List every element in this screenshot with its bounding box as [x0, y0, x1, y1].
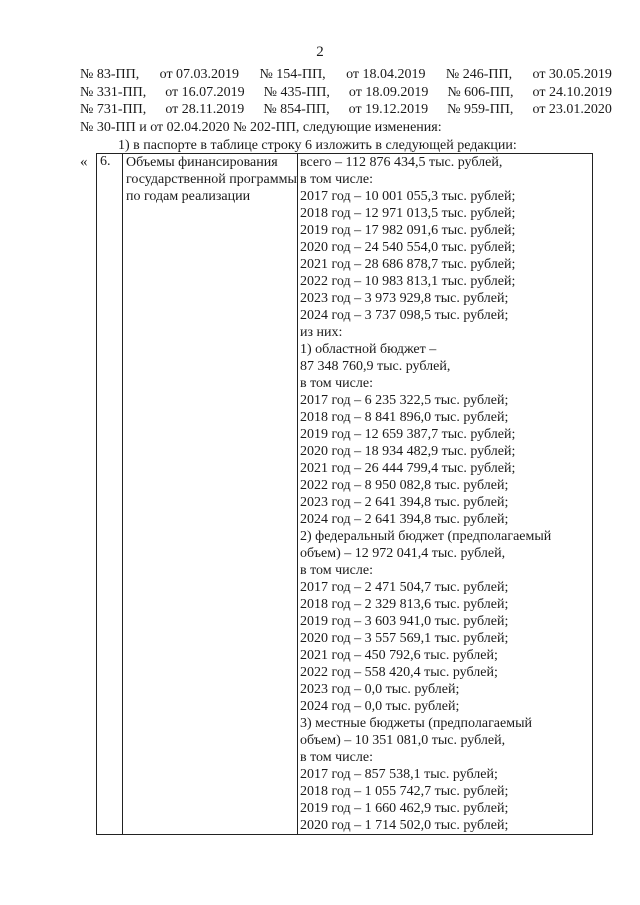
financing-line: всего – 112 876 434,5 тыс. рублей, — [300, 155, 503, 170]
reference-last-line: № 30-ПП и от 02.04.2020 № 202-ПП, следующие изменения: — [80, 119, 442, 135]
financing-line: 2) федеральный бюджет (предполагаемый — [300, 529, 552, 544]
financing-line: 2020 год – 1 714 502,0 тыс. рублей; — [300, 818, 509, 833]
financing-line: 2024 год – 3 737 098,5 тыс. рублей; — [300, 308, 509, 323]
financing-line: 2023 год – 0,0 тыс. рублей; — [300, 682, 460, 697]
financing-line: 2019 год – 17 982 091,6 тыс. рублей; — [300, 223, 516, 238]
row-number-cell: 6. — [97, 154, 123, 835]
reference-token: от 18.09.2019 — [348, 84, 429, 100]
reference-token: № 606-ПП, — [447, 84, 514, 100]
financing-line: из них: — [300, 325, 343, 340]
reference-token: от 24.10.2019 — [532, 84, 612, 100]
reference-token: № 731-ПП, — [80, 102, 147, 117]
financing-line: в том числе: — [300, 172, 373, 187]
financing-line: 2023 год – 2 641 394,8 тыс. рублей; — [300, 495, 509, 510]
reference-token: от 19.12.2019 — [348, 102, 429, 117]
financing-line: 87 348 760,9 тыс. рублей, — [300, 359, 451, 374]
financing-line: 2022 год – 10 983 813,1 тыс. рублей; — [300, 274, 516, 289]
financing-line: 2018 год – 8 841 896,0 тыс. рублей; — [300, 410, 509, 425]
financing-line: 2020 год – 24 540 554,0 тыс. рублей; — [300, 240, 516, 255]
financing-line: 2018 год – 2 329 813,6 тыс. рублей; — [300, 597, 509, 612]
reference-token: № 154-ПП, — [259, 67, 326, 82]
reference-token: от 16.07.2019 — [165, 84, 245, 100]
financing-line: в том числе: — [300, 376, 373, 391]
financing-line: 2024 год – 2 641 394,8 тыс. рублей; — [300, 512, 509, 527]
reference-token: от 07.03.2019 — [159, 67, 240, 82]
financing-line: 2021 год – 450 792,6 тыс. рублей; — [300, 648, 498, 663]
reference-token: от 28.11.2019 — [165, 102, 245, 117]
row-name-cell: Объемы финансирования государственной программы по годам реализации — [123, 154, 298, 835]
financing-table — [96, 153, 593, 835]
financing-line: 2019 год – 3 603 941,0 тыс. рублей; — [300, 614, 509, 629]
reference-token: от 18.04.2019 — [346, 67, 426, 82]
reference-token: от 23.01.2020 — [532, 102, 612, 117]
table-row — [97, 154, 593, 835]
financing-line: 2022 год – 8 950 082,8 тыс. рублей; — [300, 478, 509, 493]
financing-line: 2018 год – 12 971 013,5 тыс. рублей; — [300, 206, 516, 221]
financing-line: в том числе: — [300, 750, 373, 765]
reference-token: от 30.05.2019 — [532, 67, 612, 82]
reference-token: № 854-ПП, — [263, 102, 330, 117]
financing-line: 2018 год – 1 055 742,7 тыс. рублей; — [300, 784, 509, 799]
financing-line: 2022 год – 558 420,4 тыс. рублей; — [300, 665, 498, 680]
reference-token: № 959-ПП, — [447, 102, 514, 117]
reference-token: № 246-ПП, — [445, 67, 513, 82]
reference-row — [80, 101, 612, 119]
financing-line: 2017 год – 6 235 322,5 тыс. рублей; — [300, 393, 509, 408]
financing-line: 2017 год – 2 471 504,7 тыс. рублей; — [300, 580, 509, 595]
resolution-references — [80, 66, 612, 136]
page-number: 2 — [316, 44, 324, 60]
financing-line: 1) областной бюджет – — [300, 342, 437, 357]
reference-token: № 331-ПП, — [80, 84, 147, 100]
financing-line: 2019 год – 12 659 387,7 тыс. рублей; — [300, 427, 516, 442]
opening-quote-mark: « — [80, 154, 88, 170]
financing-line: 2019 год – 1 660 462,9 тыс. рублей; — [300, 801, 509, 816]
reference-row — [80, 66, 612, 84]
financing-line: 2017 год – 857 538,1 тыс. рублей; — [300, 767, 498, 782]
item-1-text: 1) в паспорте в таблице строку 6 изложить в следующей редакции: — [118, 138, 517, 153]
financing-line: 3) местные бюджеты (предполагаемый — [300, 716, 532, 731]
financing-line: в том числе: — [300, 563, 373, 578]
financing-line: 2021 год – 26 444 799,4 тыс. рублей; — [300, 461, 516, 476]
financing-line: 2017 год – 10 001 055,3 тыс. рублей; — [300, 189, 516, 204]
reference-row — [80, 84, 612, 102]
financing-line: объем) – 10 351 081,0 тыс. рублей, — [300, 733, 506, 748]
financing-line: 2020 год – 3 557 569,1 тыс. рублей; — [300, 631, 509, 646]
financing-line: 2021 год – 28 686 878,7 тыс. рублей; — [300, 257, 516, 272]
reference-token: № 83-ПП, — [80, 67, 140, 82]
financing-line: 2024 год – 0,0 тыс. рублей; — [300, 699, 460, 714]
financing-line: 2020 год – 18 934 482,9 тыс. рублей; — [300, 444, 516, 459]
reference-rows — [80, 66, 612, 119]
financing-line: объем) – 12 972 041,4 тыс. рублей, — [300, 546, 506, 561]
reference-token: № 435-ПП, — [263, 84, 330, 100]
financing-line: 2023 год – 3 973 929,8 тыс. рублей; — [300, 291, 509, 306]
row-values-cell — [298, 154, 593, 835]
